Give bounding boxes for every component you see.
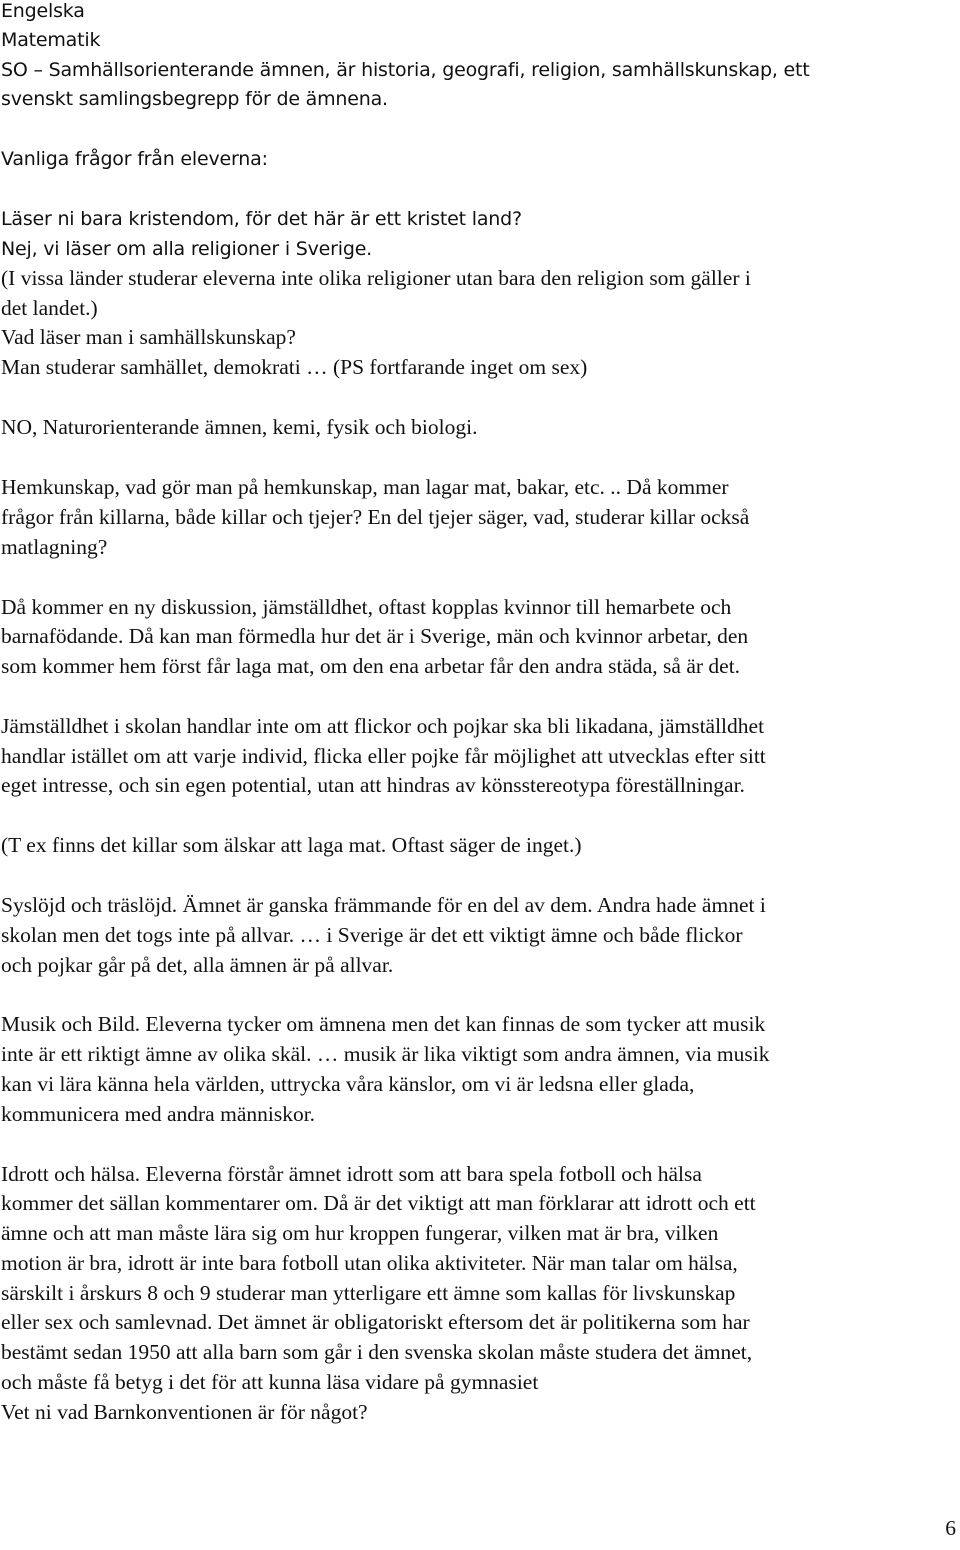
text-line: Jämställdhet i skolan handlar inte om att flickor och pojkar ska bli likadana, jämställdhet	[1, 714, 765, 738]
text-line: särskilt i årskurs 8 och 9 studerar man ytterligare ett ämne som kallas för livskunskap	[1, 1281, 736, 1305]
text-line: som kommer hem först får laga mat, om den ena arbetar får den andra städa, så är det.	[1, 654, 741, 678]
text-line: Idrott och hälsa. Eleverna förstår ämnet idrott som att bara spela fotboll och hälsa	[1, 1162, 702, 1186]
text-line: Vad läser man i samhällskunskap?	[1, 325, 296, 349]
text-line: matlagning?	[1, 535, 108, 559]
text-line: frågor från killarna, både killar och tjejer? En del tjejer säger, vad, studerar killar också	[1, 505, 750, 529]
text-line: barnafödande. Då kan man förmedla hur det är i Sverige, män och kvinnor arbetar, den	[1, 624, 749, 648]
text-line: kommer det sällan kommentarer om. Då är det viktigt att man förklarar att idrott och ett	[1, 1191, 756, 1215]
text-line: handlar istället om att varje individ, flicka eller pojke får möjlighet att utvecklas efter sitt	[1, 744, 766, 768]
text-line: SO – Samhällsorienterande ämnen, är historia, geografi, religion, samhällskunskap, ett	[1, 59, 810, 81]
text-line: Matematik	[1, 29, 101, 51]
text-line: motion är bra, idrott är inte bara fotboll utan olika aktiviteter. När man talar om hälsa,	[1, 1251, 738, 1275]
text-line: Man studerar samhället, demokrati … (PS fortfarande inget om sex)	[1, 355, 588, 379]
text-line: inte är ett riktigt ämne av olika skäl. … musik är lika viktigt som andra ämnen, via musik	[1, 1042, 770, 1066]
text-line: bestämt sedan 1950 att alla barn som går i den svenska skolan måste studera det ämnet,	[1, 1340, 753, 1364]
text-line: och pojkar går på det, alla ämnen är på allvar.	[1, 953, 394, 977]
text-line: Engelska	[1, 0, 85, 22]
text-line: (I vissa länder studerar eleverna inte olika religioner utan bara den religion som gäller i	[1, 266, 751, 290]
text-line: eller sex och samlevnad. Det ämnet är obligatoriskt eftersom det är politikerna som har	[1, 1310, 750, 1334]
text-line: Syslöjd och träslöjd. Ämnet är ganska främmande för en del av dem. Andra hade ämnet i	[1, 893, 766, 917]
text-line: Musik och Bild. Eleverna tycker om ämnena men det kan finnas de som tycker att musik	[1, 1012, 766, 1036]
text-line: ämne och att man måste lära sig om hur kroppen fungerar, vilken mat är bra, vilken	[1, 1221, 719, 1245]
text-line: skolan men det togs inte på allvar. … i Sverige är det ett viktigt ämne och både flickor	[1, 923, 743, 947]
text-line: Hemkunskap, vad gör man på hemkunskap, man lagar mat, bakar, etc. .. Då kommer	[1, 475, 729, 499]
text-line: (T ex finns det killar som älskar att laga mat. Oftast säger de inget.)	[1, 833, 582, 857]
text-line: det landet.)	[1, 296, 98, 320]
text-line: kommunicera med andra människor.	[1, 1102, 316, 1126]
text-line: Då kommer en ny diskussion, jämställdhet, oftast kopplas kvinnor till hemarbete och	[1, 595, 732, 619]
page-number: 6	[945, 1516, 956, 1540]
text-line: och måste få betyg i det för att kunna läsa vidare på gymnasiet	[1, 1370, 539, 1394]
text-line: svenskt samlingsbegrepp för de ämnena.	[1, 88, 388, 110]
text-line: NO, Naturorienterande ämnen, kemi, fysik och biologi.	[1, 415, 478, 439]
text-line: Vanliga frågor från eleverna:	[1, 148, 268, 170]
text-line: Nej, vi läser om alla religioner i Sverige.	[1, 238, 373, 260]
text-line: kan vi lära känna hela världen, uttrycka våra känslor, om vi är ledsna eller glada,	[1, 1072, 695, 1096]
text-line: eget intresse, och sin egen potential, utan att hindras av könsstereotypa föreställningar.	[1, 773, 745, 797]
text-line: Läser ni bara kristendom, för det här är ett kristet land?	[1, 208, 522, 230]
text-line: Vet ni vad Barnkonventionen är för något?	[1, 1400, 368, 1424]
